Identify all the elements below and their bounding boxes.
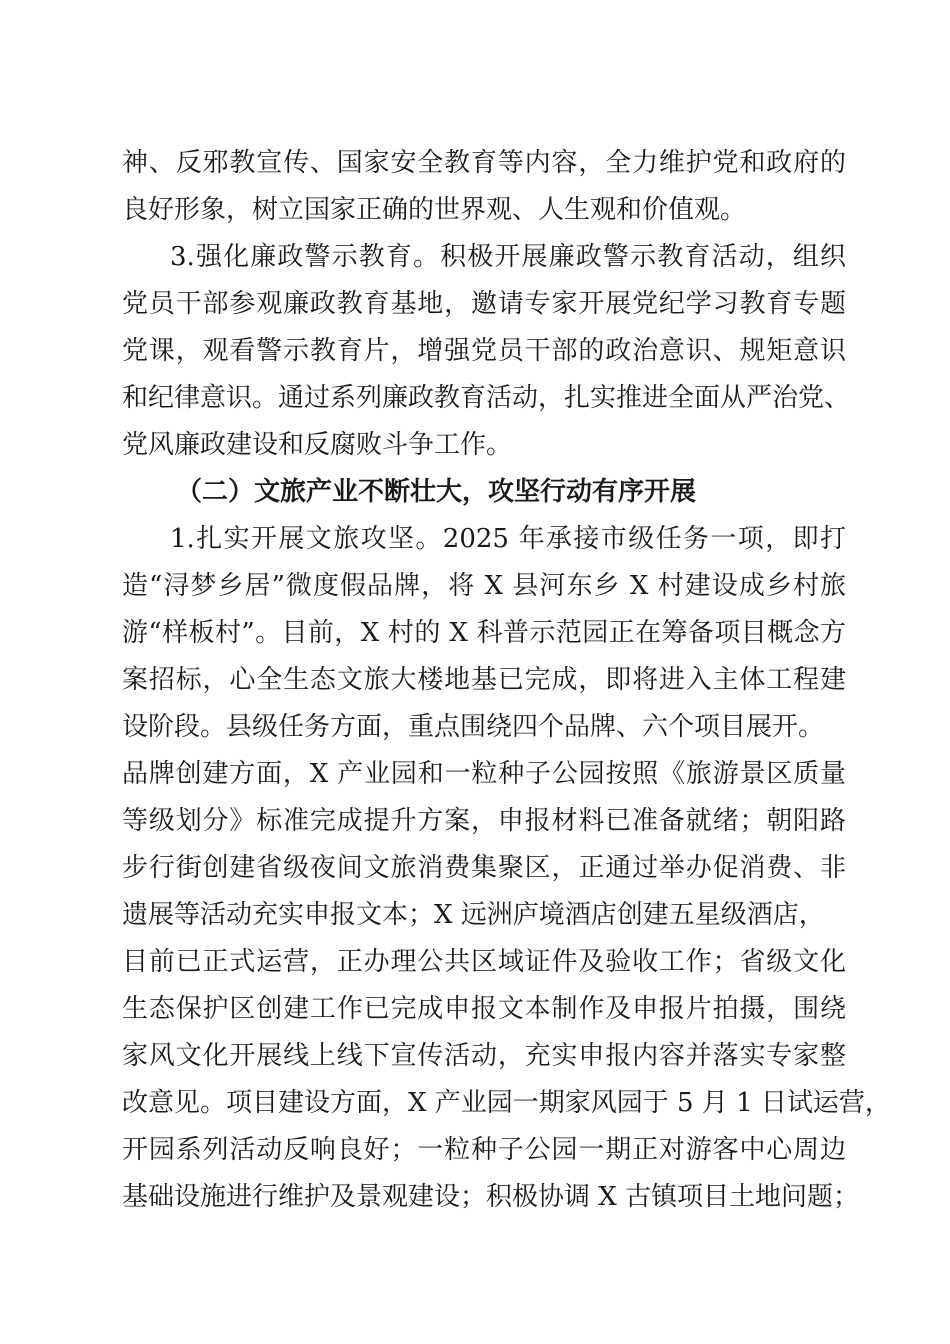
- text-line: 家风文化开展线上线下宣传活动，充实申报内容并落实专家整: [122, 1041, 846, 1071]
- text-line: 基础设施进行维护及景观建设；积极协调 X 古镇项目土地问题；: [122, 1182, 860, 1212]
- text-line: 神、反邪教宣传、国家安全教育等内容，全力维护党和政府的: [122, 148, 846, 178]
- document-body: [122, 140, 891, 1221]
- text-line: 遗展等活动充实申报文本；X 远洲庐境酒店创建五星级酒店，: [122, 900, 825, 930]
- text-line: 党课，观看警示教育片，增强党员干部的政治意识、规矩意识: [122, 336, 846, 366]
- text-line: 改意见。项目建设方面，X 产业园一期家风园于 5 月 1 日试运营，: [122, 1088, 891, 1118]
- text-line: 党风廉政建设和反腐败斗争工作。: [122, 430, 513, 460]
- text-line: 品牌创建方面，X 产业园和一粒种子公园按照《旅游景区质量: [122, 759, 846, 789]
- text-line: 生态保护区创建工作已完成申报文本制作及申报片拍摄，围绕: [122, 994, 846, 1024]
- text-line: 等级划分》标准完成提升方案，申报材料已准备就绪；朝阳路: [122, 806, 846, 836]
- text-line: 造“浔梦乡居”微度假品牌，将 X 县河东乡 X 村建设成乡村旅: [122, 571, 846, 601]
- text-line: 1.扎实开展文旅攻坚。2025 年承接市级任务一项，即打: [170, 524, 846, 554]
- text-line: 步行街创建省级夜间文旅消费集聚区，正通过举办促消费、非: [122, 853, 846, 883]
- text-line: 案招标，心全生态文旅大楼地基已完成，即将进入主体工程建: [122, 665, 846, 695]
- text-line: 良好形象，树立国家正确的世界观、人生观和价值观。: [122, 195, 747, 225]
- text-line: 游“样板村”。目前，X 村的 X 科普示范园正在筹备项目概念方: [122, 618, 846, 648]
- text-line: 设阶段。县级任务方面，重点围绕四个品牌、六个项目展开。: [122, 712, 825, 742]
- text-line: 开园系列活动反响良好；一粒种子公园一期正对游客中心周边: [122, 1135, 846, 1165]
- text-line: 党员干部参观廉政教育基地，邀请专家开展党纪学习教育专题: [122, 289, 846, 319]
- text-line: （二）文旅产业不断壮大，攻坚行动有序开展: [176, 477, 697, 507]
- text-line: 和纪律意识。通过系列廉政教育活动，扎实推进全面从严治党、: [122, 383, 851, 413]
- text-line: 3.强化廉政警示教育。积极开展廉政警示教育活动，组织: [170, 242, 846, 272]
- text-line: 目前已正式运营，正办理公共区域证件及验收工作；省级文化: [122, 947, 846, 977]
